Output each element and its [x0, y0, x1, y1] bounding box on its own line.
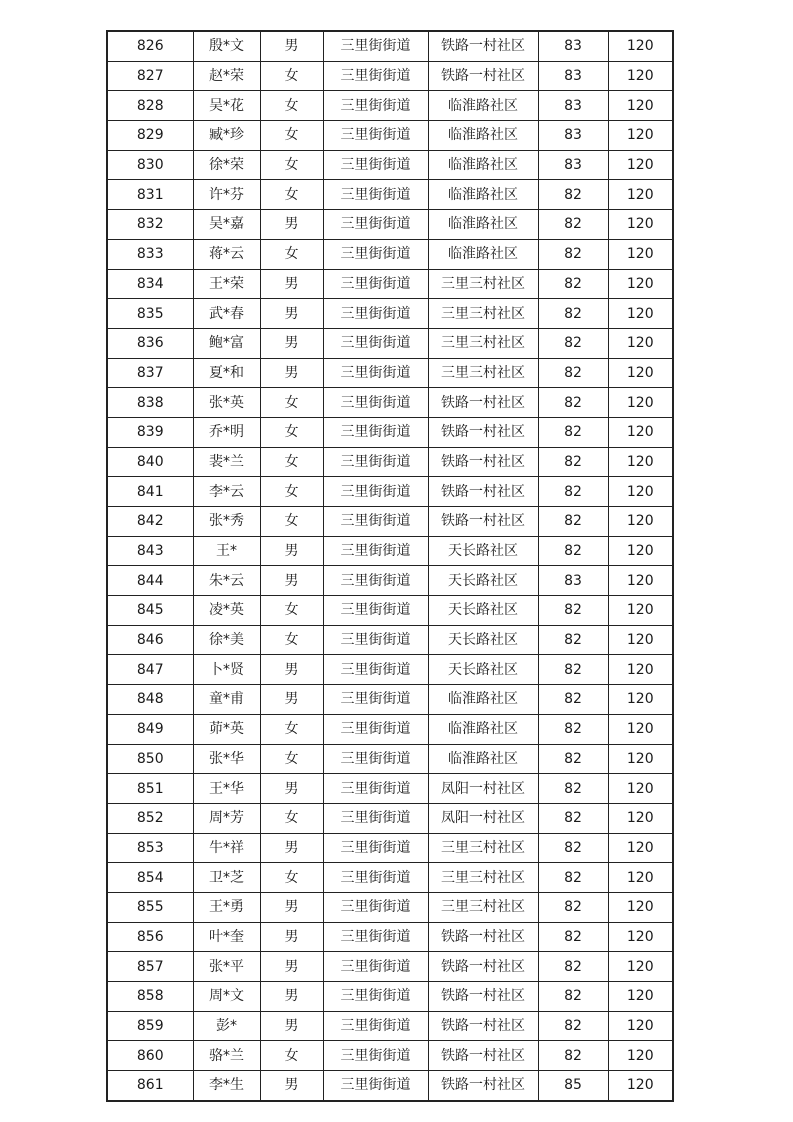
cell-amount: 120 [608, 892, 673, 922]
cell-amount: 120 [608, 388, 673, 418]
cell-street: 三里街街道 [323, 892, 428, 922]
cell-number: 844 [107, 566, 193, 596]
cell-name: 卜*贤 [193, 655, 260, 685]
cell-community: 铁路一村社区 [428, 1041, 538, 1071]
cell-community: 临淮路社区 [428, 180, 538, 210]
cell-street: 三里街街道 [323, 417, 428, 447]
cell-community: 三里三村社区 [428, 863, 538, 893]
cell-name: 夏*和 [193, 358, 260, 388]
cell-gender: 男 [260, 892, 323, 922]
cell-community: 临淮路社区 [428, 210, 538, 240]
cell-amount: 120 [608, 61, 673, 91]
table-row [107, 863, 673, 893]
table-row [107, 1011, 673, 1041]
cell-gender: 女 [260, 477, 323, 507]
cell-age: 85 [538, 1071, 608, 1101]
cell-community: 铁路一村社区 [428, 952, 538, 982]
cell-amount: 120 [608, 744, 673, 774]
cell-number: 859 [107, 1011, 193, 1041]
cell-gender: 女 [260, 863, 323, 893]
cell-community: 天长路社区 [428, 625, 538, 655]
cell-community: 临淮路社区 [428, 121, 538, 151]
cell-gender: 男 [260, 566, 323, 596]
cell-name: 李*云 [193, 477, 260, 507]
cell-amount: 120 [608, 625, 673, 655]
cell-name: 周*芳 [193, 803, 260, 833]
cell-name: 张*英 [193, 388, 260, 418]
cell-name: 卫*芝 [193, 863, 260, 893]
cell-number: 855 [107, 892, 193, 922]
cell-age: 82 [538, 358, 608, 388]
cell-gender: 女 [260, 150, 323, 180]
cell-amount: 120 [608, 1071, 673, 1101]
cell-community: 三里三村社区 [428, 358, 538, 388]
cell-age: 82 [538, 982, 608, 1012]
table-row [107, 447, 673, 477]
cell-community: 三里三村社区 [428, 328, 538, 358]
cell-amount: 120 [608, 952, 673, 982]
table-row [107, 685, 673, 715]
table-row [107, 477, 673, 507]
cell-age: 82 [538, 892, 608, 922]
cell-gender: 女 [260, 180, 323, 210]
cell-age: 82 [538, 447, 608, 477]
cell-amount: 120 [608, 150, 673, 180]
cell-community: 临淮路社区 [428, 150, 538, 180]
cell-gender: 女 [260, 121, 323, 151]
cell-number: 829 [107, 121, 193, 151]
cell-number: 843 [107, 536, 193, 566]
cell-community: 天长路社区 [428, 596, 538, 626]
cell-age: 82 [538, 299, 608, 329]
cell-amount: 120 [608, 417, 673, 447]
cell-street: 三里街街道 [323, 507, 428, 537]
cell-number: 847 [107, 655, 193, 685]
cell-street: 三里街街道 [323, 477, 428, 507]
cell-number: 857 [107, 952, 193, 982]
cell-community: 铁路一村社区 [428, 447, 538, 477]
cell-community: 临淮路社区 [428, 239, 538, 269]
cell-gender: 女 [260, 91, 323, 121]
cell-street: 三里街街道 [323, 982, 428, 1012]
cell-name: 裴*兰 [193, 447, 260, 477]
cell-number: 841 [107, 477, 193, 507]
cell-amount: 120 [608, 566, 673, 596]
cell-gender: 男 [260, 952, 323, 982]
cell-age: 82 [538, 922, 608, 952]
cell-amount: 120 [608, 922, 673, 952]
cell-street: 三里街街道 [323, 239, 428, 269]
cell-name: 徐*美 [193, 625, 260, 655]
cell-gender: 女 [260, 388, 323, 418]
cell-gender: 女 [260, 596, 323, 626]
cell-amount: 120 [608, 299, 673, 329]
table-row [107, 91, 673, 121]
cell-community: 天长路社区 [428, 536, 538, 566]
cell-community: 天长路社区 [428, 566, 538, 596]
cell-age: 82 [538, 625, 608, 655]
table-row [107, 328, 673, 358]
cell-number: 827 [107, 61, 193, 91]
cell-amount: 120 [608, 833, 673, 863]
table-row [107, 922, 673, 952]
cell-street: 三里街街道 [323, 1011, 428, 1041]
cell-gender: 女 [260, 625, 323, 655]
table-row [107, 655, 673, 685]
cell-gender: 男 [260, 269, 323, 299]
cell-gender: 女 [260, 714, 323, 744]
cell-gender: 男 [260, 358, 323, 388]
cell-number: 838 [107, 388, 193, 418]
cell-community: 凤阳一村社区 [428, 774, 538, 804]
cell-age: 82 [538, 507, 608, 537]
cell-street: 三里街街道 [323, 447, 428, 477]
cell-street: 三里街街道 [323, 774, 428, 804]
cell-number: 835 [107, 299, 193, 329]
cell-name: 乔*明 [193, 417, 260, 447]
cell-street: 三里街街道 [323, 388, 428, 418]
cell-name: 张*华 [193, 744, 260, 774]
cell-name: 王* [193, 536, 260, 566]
cell-community: 三里三村社区 [428, 299, 538, 329]
cell-age: 82 [538, 655, 608, 685]
cell-amount: 120 [608, 328, 673, 358]
table-row [107, 388, 673, 418]
cell-gender: 女 [260, 1041, 323, 1071]
cell-name: 鲍*富 [193, 328, 260, 358]
cell-number: 851 [107, 774, 193, 804]
table-row [107, 803, 673, 833]
cell-community: 铁路一村社区 [428, 1011, 538, 1041]
cell-street: 三里街街道 [323, 625, 428, 655]
cell-street: 三里街街道 [323, 210, 428, 240]
cell-community: 铁路一村社区 [428, 31, 538, 61]
table-row [107, 774, 673, 804]
cell-age: 83 [538, 91, 608, 121]
cell-street: 三里街街道 [323, 358, 428, 388]
cell-number: 856 [107, 922, 193, 952]
cell-name: 朱*云 [193, 566, 260, 596]
cell-age: 82 [538, 239, 608, 269]
cell-amount: 120 [608, 863, 673, 893]
cell-gender: 女 [260, 447, 323, 477]
cell-street: 三里街街道 [323, 121, 428, 151]
cell-number: 830 [107, 150, 193, 180]
cell-number: 828 [107, 91, 193, 121]
cell-age: 82 [538, 269, 608, 299]
cell-age: 82 [538, 536, 608, 566]
cell-age: 83 [538, 566, 608, 596]
cell-gender: 男 [260, 31, 323, 61]
cell-gender: 女 [260, 507, 323, 537]
cell-number: 831 [107, 180, 193, 210]
cell-number: 832 [107, 210, 193, 240]
cell-number: 848 [107, 685, 193, 715]
table-row [107, 982, 673, 1012]
cell-age: 82 [538, 210, 608, 240]
cell-name: 赵*荣 [193, 61, 260, 91]
cell-community: 临淮路社区 [428, 91, 538, 121]
cell-number: 846 [107, 625, 193, 655]
cell-street: 三里街街道 [323, 714, 428, 744]
table-row [107, 150, 673, 180]
cell-community: 铁路一村社区 [428, 922, 538, 952]
cell-number: 849 [107, 714, 193, 744]
cell-name: 叶*奎 [193, 922, 260, 952]
cell-gender: 女 [260, 239, 323, 269]
cell-street: 三里街街道 [323, 863, 428, 893]
cell-amount: 120 [608, 239, 673, 269]
cell-number: 850 [107, 744, 193, 774]
cell-age: 82 [538, 417, 608, 447]
table-row [107, 892, 673, 922]
table-row [107, 952, 673, 982]
cell-number: 836 [107, 328, 193, 358]
cell-name: 凌*英 [193, 596, 260, 626]
cell-amount: 120 [608, 180, 673, 210]
cell-amount: 120 [608, 507, 673, 537]
cell-number: 845 [107, 596, 193, 626]
cell-community: 三里三村社区 [428, 833, 538, 863]
cell-age: 83 [538, 121, 608, 151]
cell-amount: 120 [608, 982, 673, 1012]
cell-name: 彭* [193, 1011, 260, 1041]
cell-amount: 120 [608, 536, 673, 566]
cell-gender: 男 [260, 1071, 323, 1101]
cell-age: 82 [538, 744, 608, 774]
cell-street: 三里街街道 [323, 655, 428, 685]
cell-number: 853 [107, 833, 193, 863]
cell-gender: 男 [260, 210, 323, 240]
cell-number: 837 [107, 358, 193, 388]
cell-age: 82 [538, 180, 608, 210]
cell-community: 天长路社区 [428, 655, 538, 685]
table-row [107, 833, 673, 863]
cell-amount: 120 [608, 685, 673, 715]
cell-number: 854 [107, 863, 193, 893]
cell-age: 82 [538, 774, 608, 804]
cell-street: 三里街街道 [323, 803, 428, 833]
cell-community: 铁路一村社区 [428, 61, 538, 91]
cell-number: 833 [107, 239, 193, 269]
cell-age: 82 [538, 477, 608, 507]
table-row [107, 31, 673, 61]
cell-name: 蒋*云 [193, 239, 260, 269]
cell-name: 骆*兰 [193, 1041, 260, 1071]
cell-name: 臧*珍 [193, 121, 260, 151]
table-row [107, 744, 673, 774]
table-row [107, 625, 673, 655]
cell-amount: 120 [608, 803, 673, 833]
cell-gender: 女 [260, 61, 323, 91]
cell-age: 83 [538, 150, 608, 180]
table-row [107, 358, 673, 388]
cell-age: 82 [538, 803, 608, 833]
cell-amount: 120 [608, 91, 673, 121]
table-row [107, 239, 673, 269]
cell-street: 三里街街道 [323, 1041, 428, 1071]
cell-name: 张*秀 [193, 507, 260, 537]
cell-gender: 女 [260, 803, 323, 833]
cell-amount: 120 [608, 1041, 673, 1071]
table-row [107, 417, 673, 447]
cell-gender: 男 [260, 982, 323, 1012]
cell-number: 861 [107, 1071, 193, 1101]
cell-community: 临淮路社区 [428, 685, 538, 715]
table-row [107, 1071, 673, 1101]
cell-street: 三里街街道 [323, 536, 428, 566]
cell-age: 83 [538, 31, 608, 61]
table-row [107, 536, 673, 566]
cell-name: 茆*英 [193, 714, 260, 744]
table-row [107, 299, 673, 329]
cell-number: 826 [107, 31, 193, 61]
table-row [107, 180, 673, 210]
cell-gender: 男 [260, 299, 323, 329]
cell-community: 铁路一村社区 [428, 417, 538, 447]
cell-amount: 120 [608, 210, 673, 240]
cell-name: 王*荣 [193, 269, 260, 299]
cell-age: 82 [538, 388, 608, 418]
cell-community: 铁路一村社区 [428, 1071, 538, 1101]
cell-street: 三里街街道 [323, 833, 428, 863]
cell-street: 三里街街道 [323, 61, 428, 91]
cell-street: 三里街街道 [323, 685, 428, 715]
cell-street: 三里街街道 [323, 922, 428, 952]
cell-name: 许*芬 [193, 180, 260, 210]
cell-street: 三里街街道 [323, 269, 428, 299]
cell-gender: 男 [260, 833, 323, 863]
cell-name: 张*平 [193, 952, 260, 982]
table-row [107, 566, 673, 596]
cell-community: 三里三村社区 [428, 269, 538, 299]
cell-gender: 男 [260, 328, 323, 358]
table-row [107, 61, 673, 91]
cell-gender: 男 [260, 655, 323, 685]
cell-amount: 120 [608, 774, 673, 804]
cell-name: 牛*祥 [193, 833, 260, 863]
table-row [107, 121, 673, 151]
cell-age: 83 [538, 61, 608, 91]
cell-age: 82 [538, 1041, 608, 1071]
cell-name: 王*华 [193, 774, 260, 804]
cell-age: 82 [538, 833, 608, 863]
cell-street: 三里街街道 [323, 150, 428, 180]
cell-gender: 男 [260, 1011, 323, 1041]
cell-age: 82 [538, 685, 608, 715]
cell-street: 三里街街道 [323, 566, 428, 596]
cell-name: 吴*嘉 [193, 210, 260, 240]
roster-table [106, 30, 674, 1102]
table-row [107, 269, 673, 299]
cell-amount: 120 [608, 31, 673, 61]
cell-amount: 120 [608, 714, 673, 744]
cell-amount: 120 [608, 358, 673, 388]
cell-name: 徐*荣 [193, 150, 260, 180]
cell-name: 周*文 [193, 982, 260, 1012]
cell-age: 82 [538, 714, 608, 744]
cell-gender: 男 [260, 685, 323, 715]
cell-name: 殷*文 [193, 31, 260, 61]
cell-community: 铁路一村社区 [428, 388, 538, 418]
cell-street: 三里街街道 [323, 596, 428, 626]
cell-number: 834 [107, 269, 193, 299]
cell-age: 82 [538, 1011, 608, 1041]
cell-amount: 120 [608, 655, 673, 685]
cell-community: 铁路一村社区 [428, 982, 538, 1012]
cell-name: 吴*花 [193, 91, 260, 121]
cell-gender: 男 [260, 774, 323, 804]
cell-amount: 120 [608, 121, 673, 151]
cell-street: 三里街街道 [323, 328, 428, 358]
cell-amount: 120 [608, 477, 673, 507]
cell-street: 三里街街道 [323, 952, 428, 982]
cell-name: 李*生 [193, 1071, 260, 1101]
cell-amount: 120 [608, 596, 673, 626]
cell-age: 82 [538, 596, 608, 626]
cell-street: 三里街街道 [323, 31, 428, 61]
cell-community: 临淮路社区 [428, 714, 538, 744]
cell-street: 三里街街道 [323, 744, 428, 774]
cell-amount: 120 [608, 1011, 673, 1041]
cell-gender: 男 [260, 536, 323, 566]
table-row [107, 210, 673, 240]
table-row [107, 596, 673, 626]
cell-number: 852 [107, 803, 193, 833]
cell-name: 王*勇 [193, 892, 260, 922]
cell-street: 三里街街道 [323, 180, 428, 210]
cell-amount: 120 [608, 447, 673, 477]
cell-gender: 男 [260, 922, 323, 952]
cell-name: 武*春 [193, 299, 260, 329]
table-row [107, 714, 673, 744]
cell-community: 铁路一村社区 [428, 477, 538, 507]
cell-gender: 女 [260, 744, 323, 774]
cell-number: 842 [107, 507, 193, 537]
table-row [107, 507, 673, 537]
cell-number: 858 [107, 982, 193, 1012]
cell-name: 童*甫 [193, 685, 260, 715]
cell-age: 82 [538, 863, 608, 893]
roster-table-body [107, 31, 673, 1101]
cell-community: 临淮路社区 [428, 744, 538, 774]
cell-number: 839 [107, 417, 193, 447]
cell-gender: 女 [260, 417, 323, 447]
cell-street: 三里街街道 [323, 91, 428, 121]
cell-age: 82 [538, 952, 608, 982]
cell-community: 三里三村社区 [428, 892, 538, 922]
cell-community: 铁路一村社区 [428, 507, 538, 537]
table-row [107, 1041, 673, 1071]
cell-amount: 120 [608, 269, 673, 299]
cell-street: 三里街街道 [323, 1071, 428, 1101]
cell-age: 82 [538, 328, 608, 358]
cell-number: 840 [107, 447, 193, 477]
cell-number: 860 [107, 1041, 193, 1071]
cell-community: 凤阳一村社区 [428, 803, 538, 833]
cell-street: 三里街街道 [323, 299, 428, 329]
